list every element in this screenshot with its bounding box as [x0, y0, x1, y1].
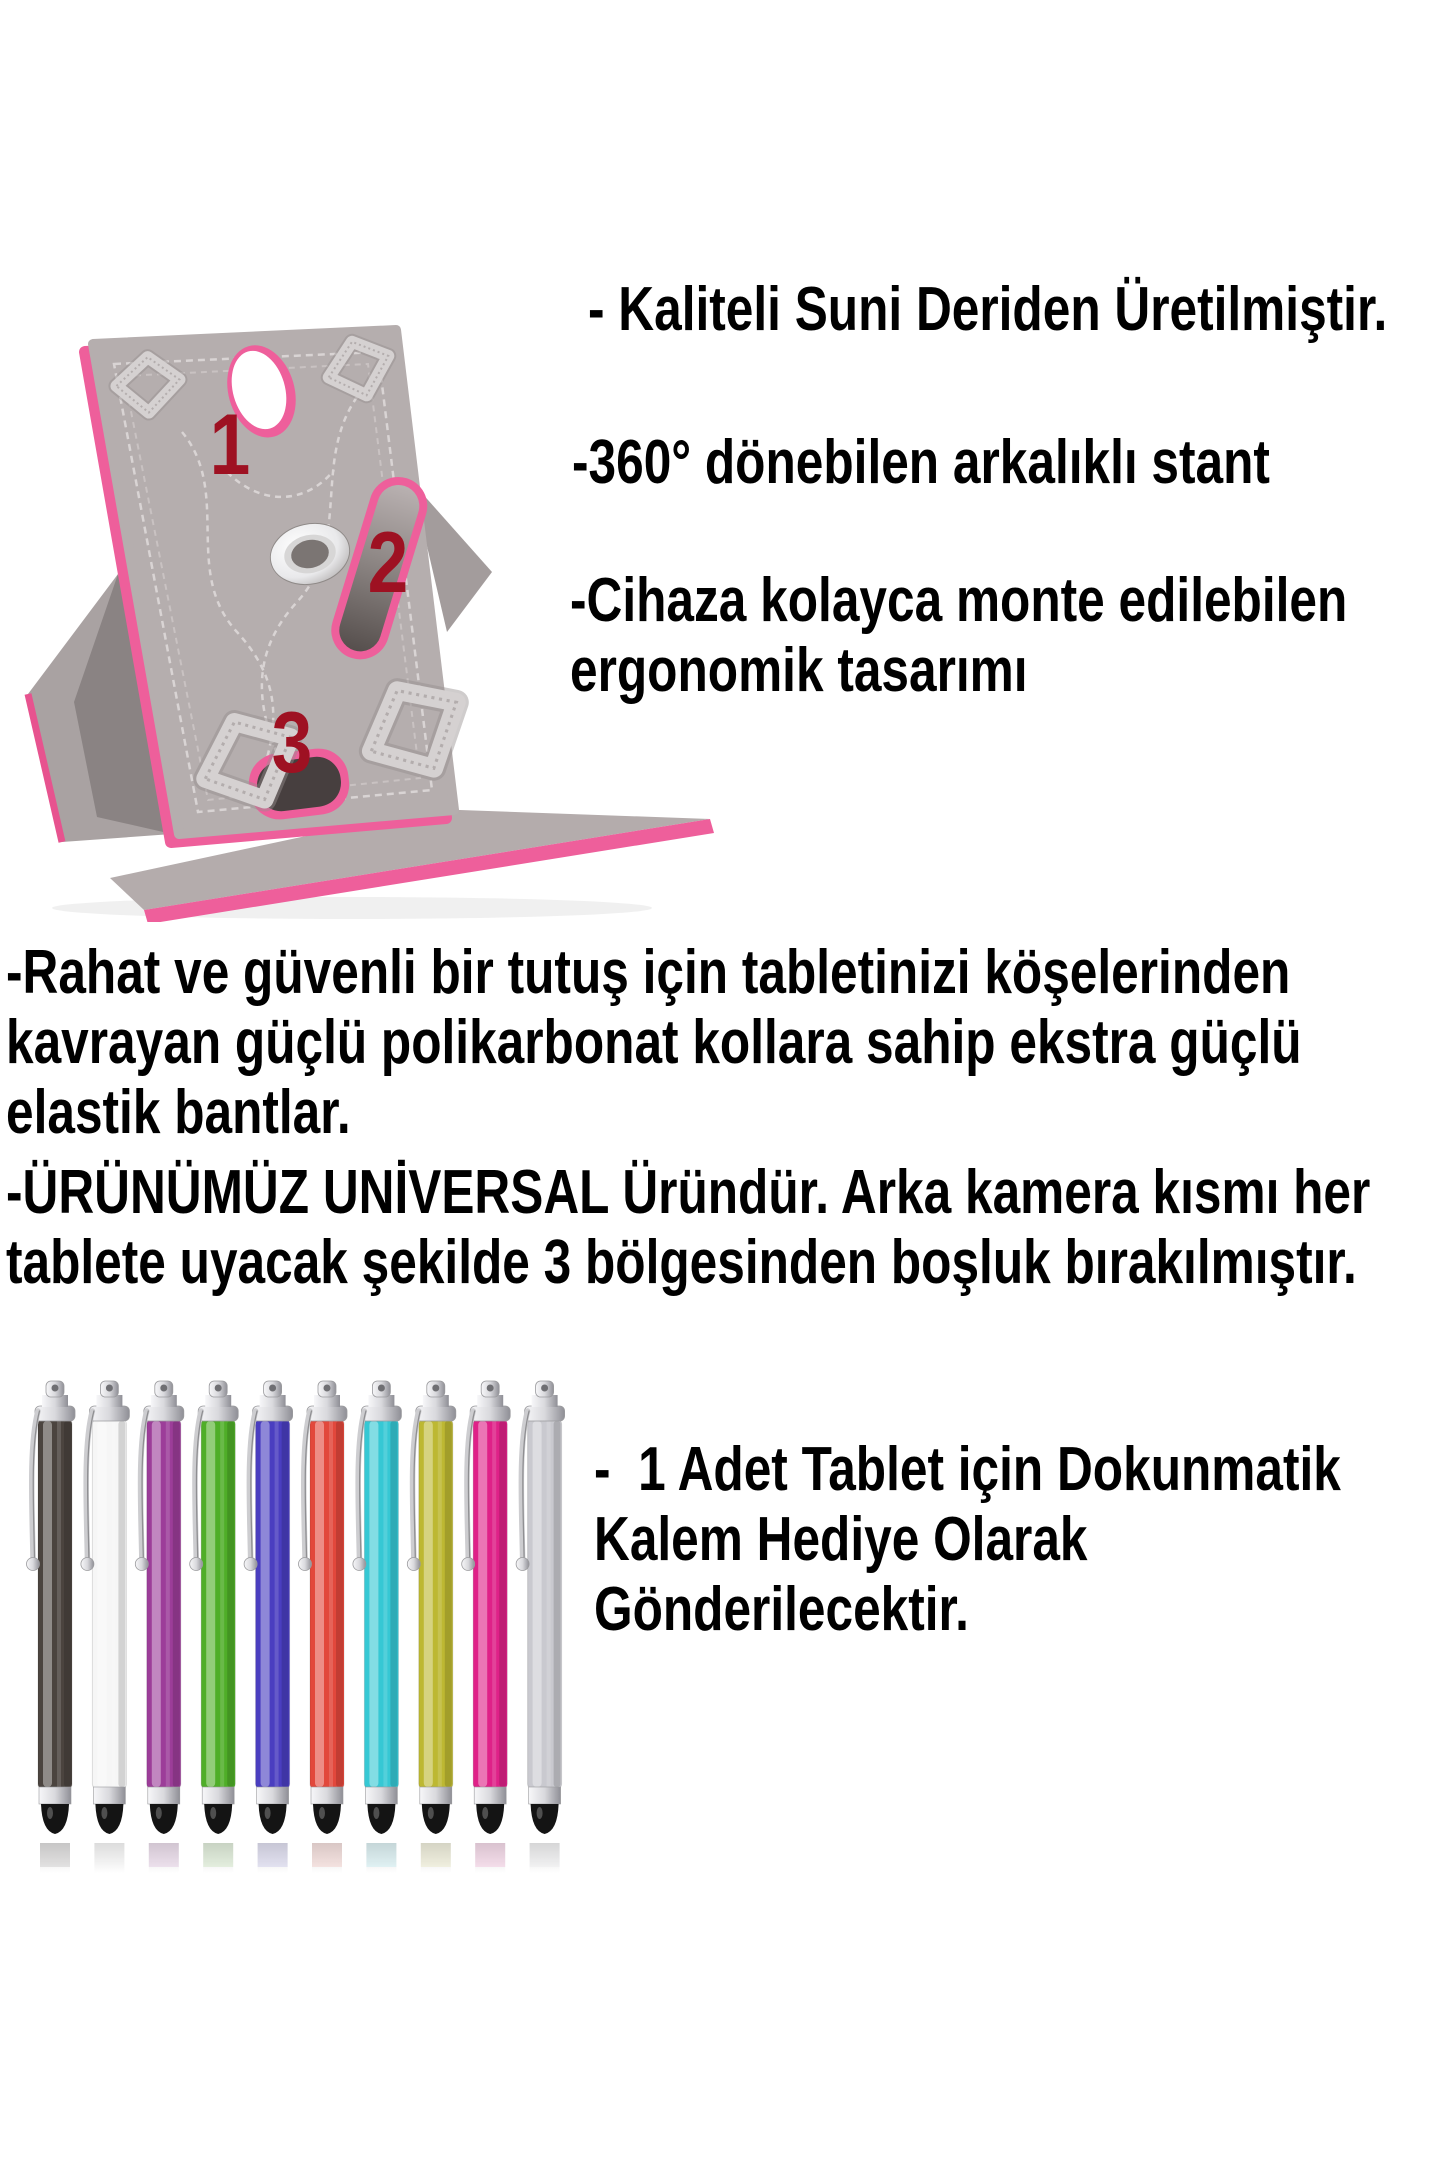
stylus-pens-illustration [20, 1375, 580, 1875]
text-line: - Kaliteli Suni Deriden Üretilmiştir. [588, 275, 1388, 344]
pen-lanyard-hole [487, 1385, 494, 1392]
pen-rubber-tip [367, 1804, 395, 1834]
stylus-pen-cyan [353, 1381, 402, 1873]
stylus-pen-magenta [462, 1381, 511, 1873]
gift-note-dokunmatik-kalem [594, 1435, 1341, 1645]
pen-rubber-tip [204, 1804, 232, 1834]
pen-lanyard-hole [324, 1385, 331, 1392]
text-line: -360° dönebilen arkalıklı stant [572, 428, 1270, 497]
pen-rubber-tip [95, 1804, 123, 1834]
paragraph-elastik-bantlar [6, 938, 1302, 1148]
stylus-pen-purple [135, 1381, 184, 1873]
stylus-pen-silver [516, 1381, 565, 1873]
pen-lanyard-hole [106, 1385, 113, 1392]
stylus-pen-indigo [244, 1381, 293, 1873]
pen-lanyard-hole [432, 1385, 439, 1392]
bullet-360-stant [572, 428, 1270, 498]
pen-lanyard-hole [160, 1385, 167, 1392]
stylus-pen-gunmetal [27, 1381, 76, 1873]
bullet-kaliteli-suni-deri [588, 275, 1387, 345]
pen-lanyard-hole [378, 1385, 385, 1392]
text-line: - 1 Adet Tablet için Dokunmatik [594, 1435, 1341, 1504]
text-line: kavrayan güçlü polikarbonat kollara sahip ekstra güçlü [6, 1008, 1302, 1077]
text-line: Kalem Hediye Olarak [594, 1505, 1088, 1574]
stylus-pen-gold [407, 1381, 456, 1873]
text-line: ergonomik tasarımı [570, 636, 1028, 705]
text-line: tablete uyacak şekilde 3 bölgesinden boşluk bırakılmıştır. [6, 1228, 1357, 1297]
text-line: elastik bantlar. [6, 1078, 351, 1147]
stylus-pen-red [299, 1381, 348, 1873]
stylus-pen-green [190, 1381, 239, 1873]
pen-rubber-tip [531, 1804, 559, 1834]
case-hole-number: 1 [209, 396, 251, 493]
pen-rubber-tip [41, 1804, 69, 1834]
paragraph-universal-urun [6, 1158, 1370, 1298]
pen-rubber-tip [313, 1804, 341, 1834]
text-line: Gönderilecektir. [594, 1575, 969, 1644]
stylus-pens-photo [20, 1375, 580, 1875]
pen-rubber-tip [150, 1804, 178, 1834]
stylus-pen-white [81, 1381, 129, 1873]
pen-rubber-tip [476, 1804, 504, 1834]
pen-lanyard-hole [215, 1385, 222, 1392]
pen-lanyard-hole [269, 1385, 276, 1392]
pen-lanyard-hole [52, 1385, 59, 1392]
bullet-ergonomik-tasarim [570, 566, 1347, 706]
text-line: -Cihaza kolayca monte edilebilen [570, 566, 1348, 635]
pen-rubber-tip [259, 1804, 287, 1834]
case-hole-number: 2 [367, 514, 409, 611]
text-line: -ÜRÜNÜMÜZ UNİVERSAL Üründür. Arka kamera kısmı her [6, 1158, 1371, 1227]
pen-rubber-tip [422, 1804, 450, 1834]
text-line: -Rahat ve güvenli bir tutuş için tabletinizi köşelerinden [6, 938, 1291, 1007]
case-hole-number: 3 [271, 694, 313, 791]
pen-lanyard-hole [541, 1385, 548, 1392]
